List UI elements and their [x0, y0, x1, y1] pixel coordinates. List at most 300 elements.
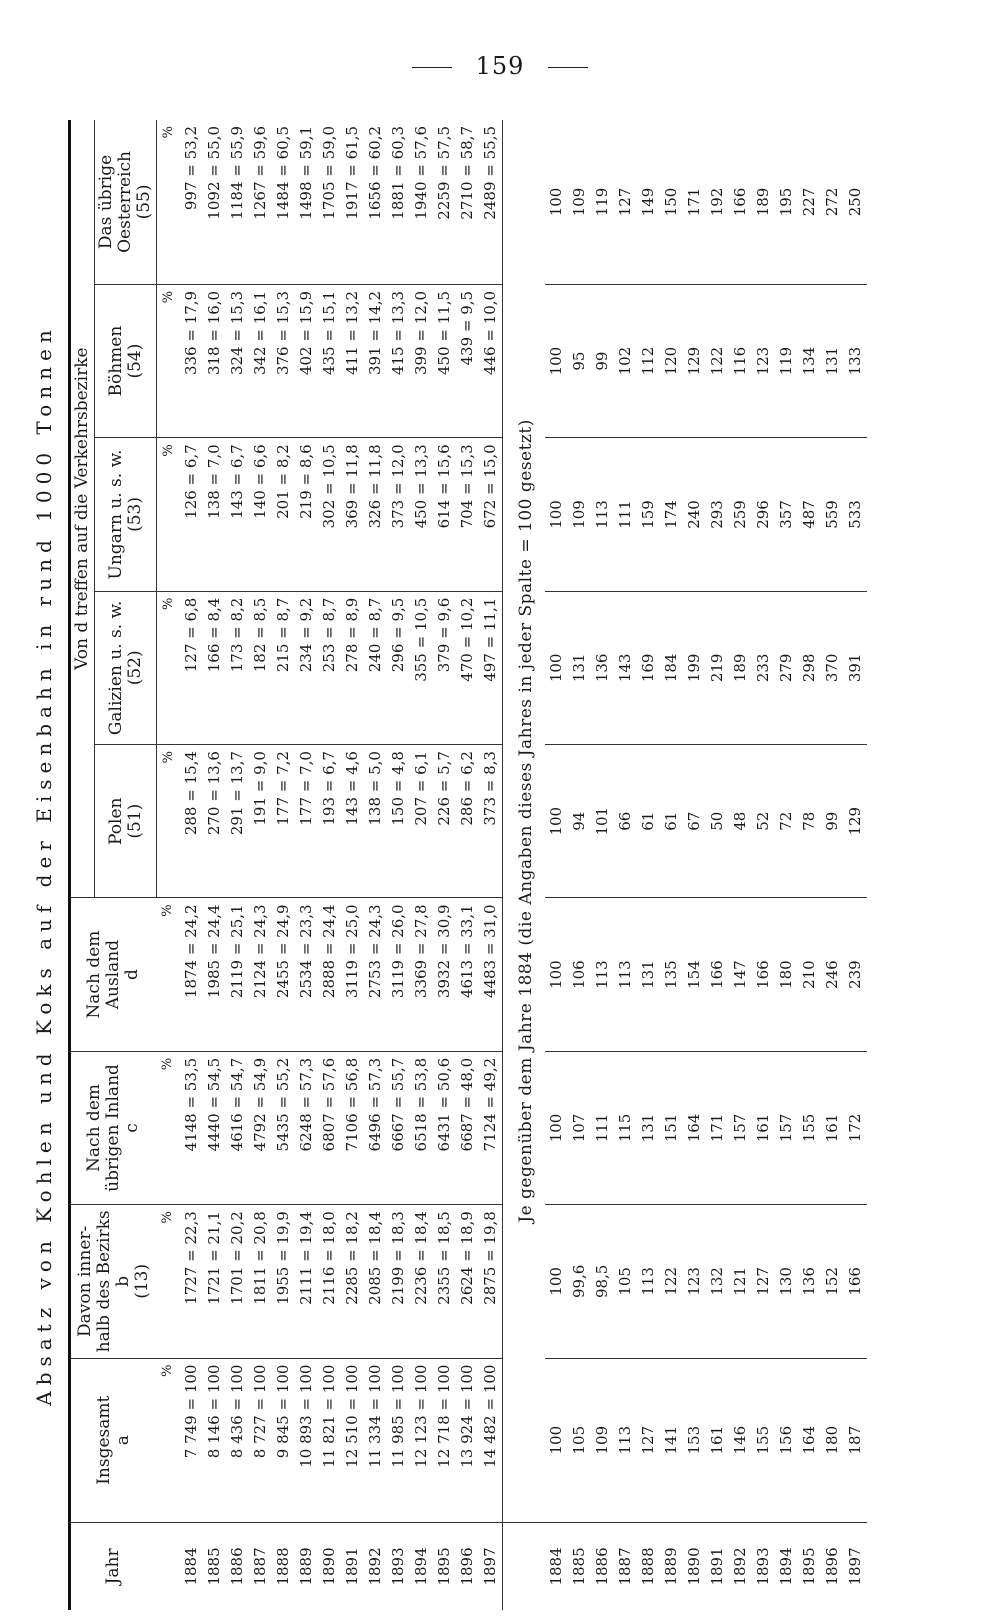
value-cell: 143 = 6,7 [226, 438, 249, 591]
value-cell: 336 = 17,9 [180, 284, 203, 437]
value-cell: 207 = 6,1 [410, 745, 433, 898]
value-cell: 100 [545, 284, 568, 437]
value-cell: 1721 = 21,1 [203, 1205, 226, 1358]
value-cell: 2116 = 18,0 [318, 1205, 341, 1358]
table-row [433, 120, 456, 1610]
absolute-values-section [157, 120, 503, 1610]
index-note: Je gegenüber dem Jahre 1884 (die Angaben dieses Jahres in jeder Spalte = 100 gesetzt) [515, 419, 536, 1223]
index-row [637, 120, 660, 1610]
value-cell: 11 821 = 100 [318, 1358, 341, 1522]
coal-shipment-table [68, 120, 867, 1610]
value-cell: 1267 = 59,6 [251, 126, 269, 220]
year-cell: 1887 [614, 1522, 637, 1610]
value-cell: 355 = 10,5 [410, 591, 433, 744]
dash-left [412, 67, 452, 68]
value-cell: 129 [683, 284, 706, 437]
value-cell: 1811 = 20,8 [249, 1205, 272, 1358]
index-row [545, 120, 568, 1610]
index-row [775, 120, 798, 1610]
year-cell: 1894 [410, 1522, 433, 1610]
value-cell: 240 [683, 438, 706, 591]
pct-sign: % [157, 284, 181, 437]
header-ausland: Nach dem Ausland d [70, 898, 157, 1051]
year-cell: 1896 [821, 1522, 844, 1610]
value-cell: 11 334 = 100 [364, 1358, 387, 1522]
value-cell: 61 [637, 745, 660, 898]
value-cell: 61 [660, 745, 683, 898]
value-cell: 1656 = 60,2 [366, 126, 384, 220]
header-jahr: Jahr [70, 1522, 157, 1610]
value-cell: 164 [683, 1051, 706, 1204]
value-cell: 233 [752, 591, 775, 744]
value-cell: 533 [844, 438, 867, 591]
value-cell: 100 [545, 898, 568, 1051]
value-cell: 195 [777, 187, 795, 217]
value-cell: 704 = 15,3 [456, 438, 479, 591]
value-cell: 155 [798, 1051, 821, 1204]
pct-sign: % [157, 1205, 181, 1358]
value-cell: 149 [639, 187, 657, 217]
page-number [0, 52, 1000, 80]
pct-sign: % [157, 1358, 181, 1522]
value-cell: 2888 = 24,4 [318, 898, 341, 1051]
value-cell: 153 [683, 1358, 706, 1522]
value-cell: 6496 = 57,3 [364, 1051, 387, 1204]
value-cell: 2124 = 24,3 [249, 898, 272, 1051]
index-row [706, 120, 729, 1610]
value-cell: 127 [752, 1205, 775, 1358]
value-cell: 113 [614, 898, 637, 1051]
pct-sign: % [157, 1051, 181, 1204]
value-cell: 109 [570, 187, 588, 217]
value-cell: 6518 = 53,8 [410, 1051, 433, 1204]
value-cell: 191 = 9,0 [249, 745, 272, 898]
value-cell: 487 [798, 438, 821, 591]
value-cell: 161 [821, 1051, 844, 1204]
table-row [226, 120, 249, 1610]
value-cell: 411 = 13,2 [341, 284, 364, 437]
value-cell: 123 [752, 284, 775, 437]
value-cell: 370 [821, 591, 844, 744]
value-cell: 172 [844, 1051, 867, 1204]
value-cell: 3119 = 26,0 [387, 898, 410, 1051]
value-cell: 72 [775, 745, 798, 898]
table-row [203, 120, 226, 1610]
header-ungarn: Ungarn u. s. w. (53) [95, 438, 157, 591]
value-cell: 291 = 13,7 [226, 745, 249, 898]
value-cell: 279 [775, 591, 798, 744]
value-cell: 113 [614, 1358, 637, 1522]
year-cell: 1889 [295, 1522, 318, 1610]
value-cell: 131 [637, 898, 660, 1051]
index-row [568, 120, 591, 1610]
pct-sign: % [157, 745, 181, 898]
value-cell: 52 [752, 745, 775, 898]
value-cell: 100 [545, 591, 568, 744]
value-cell: 415 = 13,3 [387, 284, 410, 437]
index-row [591, 120, 614, 1610]
value-cell: 402 = 15,9 [295, 284, 318, 437]
value-cell: 446 = 10,0 [479, 284, 503, 437]
value-cell: 4483 = 31,0 [479, 898, 503, 1051]
value-cell: 154 [683, 898, 706, 1051]
year-cell: 1885 [203, 1522, 226, 1610]
value-cell: 134 [798, 284, 821, 437]
value-cell: 3119 = 25,0 [341, 898, 364, 1051]
value-cell: 113 [591, 898, 614, 1051]
value-cell: 127 = 6,8 [180, 591, 203, 744]
table-row [249, 120, 272, 1610]
value-cell: 2199 = 18,3 [387, 1205, 410, 1358]
value-cell: 169 [637, 591, 660, 744]
value-cell: 101 [591, 745, 614, 898]
value-cell: 12 123 = 100 [410, 1358, 433, 1522]
value-cell: 219 = 8,6 [295, 438, 318, 591]
year-cell: 1893 [752, 1522, 775, 1610]
value-cell: 2534 = 23,3 [295, 898, 318, 1051]
value-cell: 133 [844, 284, 867, 437]
index-row [660, 120, 683, 1610]
value-cell: 1955 = 19,9 [272, 1205, 295, 1358]
value-cell: 1498 = 59,1 [297, 126, 315, 220]
header-inland: Nach dem übrigen Inland c [70, 1051, 157, 1204]
value-cell: 141 [660, 1358, 683, 1522]
value-cell: 100 [545, 1358, 568, 1522]
value-cell: 131 [568, 591, 591, 744]
value-cell: 497 = 11,1 [479, 591, 503, 744]
value-cell: 240 = 8,7 [364, 591, 387, 744]
year-cell: 1895 [433, 1522, 456, 1610]
value-cell: 8 727 = 100 [249, 1358, 272, 1522]
value-cell: 147 [729, 898, 752, 1051]
value-cell: 391 [844, 591, 867, 744]
value-cell: 106 [568, 898, 591, 1051]
value-cell: 2624 = 18,9 [456, 1205, 479, 1358]
value-cell: 131 [637, 1051, 660, 1204]
value-cell: 2875 = 19,8 [479, 1205, 503, 1358]
value-cell: 2119 = 25,1 [226, 898, 249, 1051]
value-cell: 439 = 9,5 [456, 284, 479, 437]
value-cell: 161 [752, 1051, 775, 1204]
value-cell: 156 [775, 1358, 798, 1522]
year-cell: 1897 [479, 1522, 503, 1610]
value-cell: 298 [798, 591, 821, 744]
value-cell: 184 [660, 591, 683, 744]
value-cell: 278 = 8,9 [341, 591, 364, 744]
percent-sign-row [157, 120, 181, 1610]
value-cell: 120 [660, 284, 683, 437]
value-cell: 215 = 8,7 [272, 591, 295, 744]
value-cell: 100 [545, 1205, 568, 1358]
table-row [295, 120, 318, 1610]
year-cell: 1892 [364, 1522, 387, 1610]
value-cell: 470 = 10,2 [456, 591, 479, 744]
value-cell: 227 [800, 187, 818, 217]
value-cell: 2236 = 18,4 [410, 1205, 433, 1358]
value-cell: 132 [706, 1205, 729, 1358]
value-cell: 126 = 6,7 [180, 438, 203, 591]
value-cell: 166 [844, 1205, 867, 1358]
dash-right [548, 67, 588, 68]
year-cell: 1892 [729, 1522, 752, 1610]
value-cell: 672 = 15,0 [479, 438, 503, 591]
value-cell: 146 [729, 1358, 752, 1522]
value-cell: 1881 = 60,3 [389, 126, 407, 220]
value-cell: 270 = 13,6 [203, 745, 226, 898]
year-cell: 1884 [180, 1522, 203, 1610]
value-cell: 100 [545, 1051, 568, 1204]
value-cell: 164 [798, 1358, 821, 1522]
year-cell: 1886 [591, 1522, 614, 1610]
value-cell: 2753 = 24,3 [364, 898, 387, 1051]
value-cell: 136 [591, 591, 614, 744]
value-cell: 234 = 9,2 [295, 591, 318, 744]
value-cell: 129 [844, 745, 867, 898]
value-cell: 3932 = 30,9 [433, 898, 456, 1051]
value-cell: 3369 = 27,8 [410, 898, 433, 1051]
value-cell: 2285 = 18,2 [341, 1205, 364, 1358]
value-cell: 8 436 = 100 [226, 1358, 249, 1522]
value-cell: 239 [844, 898, 867, 1051]
value-cell: 369 = 11,8 [341, 438, 364, 591]
index-values-section [545, 120, 867, 1610]
value-cell: 99,6 [568, 1205, 591, 1358]
value-cell: 127 [637, 1358, 660, 1522]
value-cell: 180 [775, 898, 798, 1051]
value-cell: 391 = 14,2 [364, 284, 387, 437]
table-row [341, 120, 364, 1610]
table-row [410, 120, 433, 1610]
year-cell: 1884 [545, 1522, 568, 1610]
index-row [798, 120, 821, 1610]
year-cell: 1885 [568, 1522, 591, 1610]
value-cell: 4148 = 53,5 [180, 1051, 203, 1204]
value-cell: 113 [637, 1205, 660, 1358]
value-cell: 12 510 = 100 [341, 1358, 364, 1522]
value-cell: 450 = 11,5 [433, 284, 456, 437]
value-cell: 13 924 = 100 [456, 1358, 479, 1522]
value-cell: 1985 = 24,4 [203, 898, 226, 1051]
value-cell: 115 [614, 1051, 637, 1204]
index-row [683, 120, 706, 1610]
value-cell: 286 = 6,2 [456, 745, 479, 898]
value-cell: 143 = 4,6 [341, 745, 364, 898]
value-cell: 2710 = 58,7 [458, 126, 476, 220]
year-cell: 1897 [844, 1522, 867, 1610]
value-cell: 180 [821, 1358, 844, 1522]
year-cell: 1894 [775, 1522, 798, 1610]
value-cell: 1727 = 22,3 [180, 1205, 203, 1358]
value-cell: 296 = 9,5 [387, 591, 410, 744]
value-cell: 1184 = 55,9 [228, 126, 246, 220]
value-cell: 253 = 8,7 [318, 591, 341, 744]
header-insgesamt: Insgesamt a [70, 1358, 157, 1522]
value-cell: 67 [683, 745, 706, 898]
header-polen: Polen (51) [95, 745, 157, 898]
value-cell: 11 985 = 100 [387, 1358, 410, 1522]
value-cell: 135 [660, 898, 683, 1051]
value-cell: 6248 = 57,3 [295, 1051, 318, 1204]
value-cell: 150 = 4,8 [387, 745, 410, 898]
value-cell: 121 [729, 1205, 752, 1358]
value-cell: 12 718 = 100 [433, 1358, 456, 1522]
value-cell: 4440 = 54,5 [203, 1051, 226, 1204]
value-cell: 302 = 10,5 [318, 438, 341, 591]
value-cell: 373 = 8,3 [479, 745, 503, 898]
value-cell: 2259 = 57,5 [435, 126, 453, 220]
value-cell: 272 [823, 187, 841, 217]
value-cell: 78 [798, 745, 821, 898]
value-cell: 99 [821, 745, 844, 898]
value-cell: 1484 = 60,5 [274, 126, 292, 220]
value-cell: 201 = 8,2 [272, 438, 295, 591]
value-cell: 8 146 = 100 [203, 1358, 226, 1522]
value-cell: 171 [685, 187, 703, 217]
value-cell: 157 [729, 1051, 752, 1204]
value-cell: 1940 = 57,6 [412, 126, 430, 220]
value-cell: 150 [662, 187, 680, 217]
pct-sign: % [160, 126, 176, 139]
year-cell: 1891 [706, 1522, 729, 1610]
year-cell: 1889 [660, 1522, 683, 1610]
value-cell: 1701 = 20,2 [226, 1205, 249, 1358]
value-cell: 1092 = 55,0 [205, 126, 223, 220]
value-cell: 100 [545, 745, 568, 898]
value-cell: 173 = 8,2 [226, 591, 249, 744]
value-cell: 119 [593, 187, 611, 217]
value-cell: 66 [614, 745, 637, 898]
table-row [364, 120, 387, 1610]
value-cell: 614 = 15,6 [433, 438, 456, 591]
value-cell: 171 [706, 1051, 729, 1204]
value-cell: 2355 = 18,5 [433, 1205, 456, 1358]
value-cell: 177 = 7,2 [272, 745, 295, 898]
value-cell: 112 [637, 284, 660, 437]
table-row [318, 120, 341, 1610]
value-cell: 131 [821, 284, 844, 437]
header-galizien: Galizien u. s. w. (52) [95, 591, 157, 744]
value-cell: 210 [798, 898, 821, 1051]
value-cell: 122 [706, 284, 729, 437]
pct-sign: % [157, 438, 181, 591]
index-row [752, 120, 775, 1610]
value-cell: 166 [752, 898, 775, 1051]
value-cell: 14 482 = 100 [479, 1358, 503, 1522]
value-cell: 357 [775, 438, 798, 591]
value-cell: 138 = 5,0 [364, 745, 387, 898]
value-cell: 174 [660, 438, 683, 591]
value-cell: 161 [706, 1358, 729, 1522]
value-cell: 107 [568, 1051, 591, 1204]
value-cell: 193 = 6,7 [318, 745, 341, 898]
value-cell: 177 = 7,0 [295, 745, 318, 898]
year-cell: 1887 [249, 1522, 272, 1610]
value-cell: 379 = 9,6 [433, 591, 456, 744]
value-cell: 102 [614, 284, 637, 437]
table-caption: Absatz von Kohlen und Koks auf der Eisenbahn in rund 1000 Tonnen [32, 324, 56, 1406]
value-cell: 157 [775, 1051, 798, 1204]
value-cell: 997 = 53,2 [182, 126, 200, 211]
value-cell: 98,5 [591, 1205, 614, 1358]
value-cell: 2085 = 18,4 [364, 1205, 387, 1358]
value-cell: 373 = 12,0 [387, 438, 410, 591]
value-cell: 151 [660, 1051, 683, 1204]
table-row [387, 120, 410, 1610]
value-cell: 189 [729, 591, 752, 744]
value-cell: 342 = 16,1 [249, 284, 272, 437]
table-row [180, 120, 203, 1610]
value-cell: 1705 = 59,0 [320, 126, 338, 220]
index-row [729, 120, 752, 1610]
value-cell: 100 [547, 187, 565, 217]
value-cell: 6431 = 50,6 [433, 1051, 456, 1204]
value-cell: 105 [614, 1205, 637, 1358]
value-cell: 182 = 8,5 [249, 591, 272, 744]
year-cell: 1888 [272, 1522, 295, 1610]
value-cell: 9 845 = 100 [272, 1358, 295, 1522]
value-cell: 2455 = 24,9 [272, 898, 295, 1051]
value-cell: 6667 = 55,7 [387, 1051, 410, 1204]
value-cell: 435 = 15,1 [318, 284, 341, 437]
year-cell: 1890 [683, 1522, 706, 1610]
value-cell: 138 = 7,0 [203, 438, 226, 591]
value-cell: 318 = 16,0 [203, 284, 226, 437]
value-cell: 159 [637, 438, 660, 591]
value-cell: 326 = 11,8 [364, 438, 387, 591]
value-cell: 119 [775, 284, 798, 437]
value-cell: 5435 = 55,2 [272, 1051, 295, 1204]
table-row [479, 120, 503, 1610]
value-cell: 219 [706, 591, 729, 744]
table-row [456, 120, 479, 1610]
year-cell: 1896 [456, 1522, 479, 1610]
year-cell: 1890 [318, 1522, 341, 1610]
year-cell: 1893 [387, 1522, 410, 1610]
value-cell: 140 = 6,6 [249, 438, 272, 591]
value-cell: 559 [821, 438, 844, 591]
value-cell: 246 [821, 898, 844, 1051]
value-cell: 324 = 15,3 [226, 284, 249, 437]
header-boehmen: Böhmen (54) [95, 284, 157, 437]
value-cell: 399 = 12,0 [410, 284, 433, 437]
value-cell: 99 [591, 284, 614, 437]
value-cell: 1874 = 24,2 [180, 898, 203, 1051]
value-cell: 155 [752, 1358, 775, 1522]
rotated-table-block [30, 120, 970, 1610]
value-cell: 293 [706, 438, 729, 591]
value-cell: 189 [754, 187, 772, 217]
value-cell: 7124 = 49,2 [479, 1051, 503, 1204]
value-cell: 2111 = 19,4 [295, 1205, 318, 1358]
index-row [844, 120, 867, 1610]
value-cell: 288 = 15,4 [180, 745, 203, 898]
value-cell: 4613 = 33,1 [456, 898, 479, 1051]
value-cell: 127 [616, 187, 634, 217]
pct-sign: % [157, 591, 181, 744]
value-cell: 111 [614, 438, 637, 591]
index-note-section [503, 120, 546, 1610]
value-cell: 113 [591, 438, 614, 591]
year-cell: 1886 [226, 1522, 249, 1610]
value-cell: 4792 = 54,9 [249, 1051, 272, 1204]
page-number-text: 159 [475, 52, 525, 80]
value-cell: 6807 = 57,6 [318, 1051, 341, 1204]
pct-sign: % [157, 898, 181, 1051]
value-cell: 296 [752, 438, 775, 591]
value-cell: 95 [568, 284, 591, 437]
value-cell: 94 [568, 745, 591, 898]
value-cell: 4616 = 54,7 [226, 1051, 249, 1204]
